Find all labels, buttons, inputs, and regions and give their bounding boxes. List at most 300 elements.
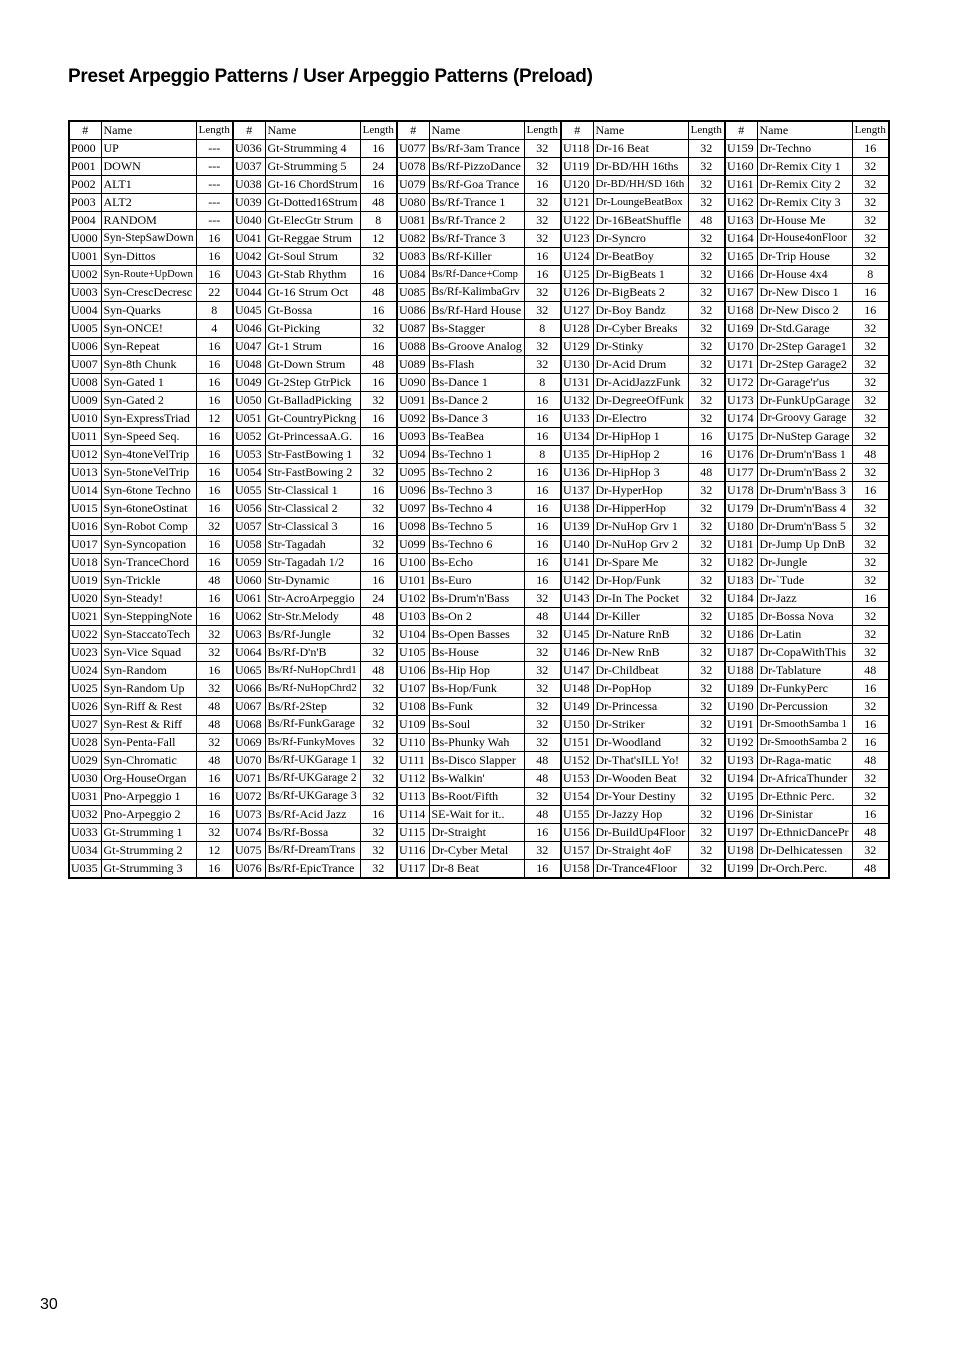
cell-length: 12 <box>360 230 397 248</box>
cell-length: 16 <box>360 266 397 284</box>
cell-number: U128 <box>561 320 593 338</box>
cell-number: U099 <box>397 536 429 554</box>
column-header-length: Length <box>524 121 561 140</box>
cell-name: Dr-AcidJazzFunk <box>593 374 688 392</box>
cell-length: 48 <box>360 194 397 212</box>
cell-length: 32 <box>524 302 561 320</box>
cell-length: 32 <box>688 608 725 626</box>
cell-name: Bs-Techno 6 <box>429 536 524 554</box>
cell-number: U040 <box>233 212 265 230</box>
column-header-number: # <box>725 121 757 140</box>
cell-length: 32 <box>688 716 725 734</box>
cell-name: Bs-On 2 <box>429 608 524 626</box>
cell-length: 32 <box>852 464 889 482</box>
cell-name: Dr-HipperHop <box>593 500 688 518</box>
cell-name: Gt-CountryPickng <box>265 410 360 428</box>
cell-number: U042 <box>233 248 265 266</box>
cell-number: U053 <box>233 446 265 464</box>
cell-number: U078 <box>397 158 429 176</box>
column-header-name: Name <box>429 121 524 140</box>
cell-name: Dr-Nature RnB <box>593 626 688 644</box>
cell-name: Bs-Techno 1 <box>429 446 524 464</box>
cell-number: U052 <box>233 428 265 446</box>
cell-name: Dr-Std.Garage <box>757 320 852 338</box>
cell-number: U125 <box>561 266 593 284</box>
cell-number: U076 <box>233 860 265 879</box>
table-row <box>69 626 889 644</box>
cell-name: Dr-NuHop Grv 2 <box>593 536 688 554</box>
cell-number: U047 <box>233 338 265 356</box>
cell-name: Dr-New Disco 2 <box>757 302 852 320</box>
cell-name: Bs/Rf-D'n'B <box>265 644 360 662</box>
cell-name: Syn-ExpressTriad <box>101 410 196 428</box>
column-header-name: Name <box>593 121 688 140</box>
cell-name: Bs-House <box>429 644 524 662</box>
cell-name: Gt-Down Strum <box>265 356 360 374</box>
cell-length: 4 <box>196 320 233 338</box>
cell-length: 32 <box>196 518 233 536</box>
arpeggio-patterns-table <box>68 120 890 879</box>
cell-name: Dr-8 Beat <box>429 860 524 879</box>
cell-name: RANDOM <box>101 212 196 230</box>
cell-number: U166 <box>725 266 757 284</box>
cell-name: Dr-Drum'n'Bass 3 <box>757 482 852 500</box>
cell-number: U089 <box>397 356 429 374</box>
cell-name: Dr-AfricaThunder <box>757 770 852 788</box>
cell-length: 32 <box>524 140 561 158</box>
cell-number: U185 <box>725 608 757 626</box>
cell-number: U196 <box>725 806 757 824</box>
cell-length: 16 <box>524 464 561 482</box>
cell-length: 32 <box>524 230 561 248</box>
cell-name: Dr-New Disco 1 <box>757 284 852 302</box>
cell-length: 16 <box>688 428 725 446</box>
cell-length: 48 <box>688 464 725 482</box>
cell-length: 24 <box>360 590 397 608</box>
cell-length: 32 <box>360 500 397 518</box>
cell-number: U007 <box>69 356 101 374</box>
cell-length: 32 <box>524 626 561 644</box>
cell-length: 32 <box>852 572 889 590</box>
table-row <box>69 428 889 446</box>
cell-length: 48 <box>360 284 397 302</box>
cell-name: Dr-Remix City 1 <box>757 158 852 176</box>
cell-length: 8 <box>360 212 397 230</box>
cell-name: Bs-Stagger <box>429 320 524 338</box>
cell-name: Dr-Percussion <box>757 698 852 716</box>
cell-number: U041 <box>233 230 265 248</box>
cell-name: Bs-Dance 1 <box>429 374 524 392</box>
cell-number: U005 <box>69 320 101 338</box>
cell-number: U146 <box>561 644 593 662</box>
cell-number: U159 <box>725 140 757 158</box>
cell-number: U111 <box>397 752 429 770</box>
cell-number: U003 <box>69 284 101 302</box>
cell-length: 32 <box>360 248 397 266</box>
cell-name: Bs/Rf-Dance+Comp <box>429 266 524 284</box>
cell-name: Bs/Rf-PizzoDance <box>429 158 524 176</box>
cell-length: 32 <box>360 392 397 410</box>
cell-length: 16 <box>196 428 233 446</box>
cell-number: U012 <box>69 446 101 464</box>
cell-name: Bs/Rf-Trance 3 <box>429 230 524 248</box>
cell-number: P002 <box>69 176 101 194</box>
cell-length: 16 <box>524 572 561 590</box>
cell-number: U160 <box>725 158 757 176</box>
cell-length: 16 <box>360 176 397 194</box>
cell-length: 48 <box>524 608 561 626</box>
cell-length: 32 <box>524 338 561 356</box>
cell-length: 16 <box>852 590 889 608</box>
cell-name: UP <box>101 140 196 158</box>
cell-name: Gt-Strumming 1 <box>101 824 196 842</box>
cell-number: U094 <box>397 446 429 464</box>
cell-length: 16 <box>852 680 889 698</box>
cell-name: Dr-FunkUpGarage <box>757 392 852 410</box>
cell-number: U180 <box>725 518 757 536</box>
cell-name: Dr-HipHop 3 <box>593 464 688 482</box>
table-row <box>69 590 889 608</box>
cell-number: U095 <box>397 464 429 482</box>
cell-name: Dr-FunkyPerc <box>757 680 852 698</box>
cell-name: Bs-TeaBea <box>429 428 524 446</box>
cell-length: 32 <box>688 248 725 266</box>
cell-length: 16 <box>524 248 561 266</box>
cell-name: Dr-Childbeat <box>593 662 688 680</box>
cell-name: Gt-2Step GtrPick <box>265 374 360 392</box>
cell-length: 48 <box>196 716 233 734</box>
cell-length: 16 <box>360 518 397 536</box>
cell-name: ALT2 <box>101 194 196 212</box>
cell-length: 32 <box>688 320 725 338</box>
cell-name: Syn-Repeat <box>101 338 196 356</box>
cell-length: 32 <box>360 788 397 806</box>
cell-name: Dr-SmoothSamba 1 <box>757 716 852 734</box>
table-row <box>69 284 889 302</box>
table-row <box>69 374 889 392</box>
cell-length: 32 <box>688 554 725 572</box>
cell-name: Bs/Rf-EpicTrance <box>265 860 360 879</box>
cell-number: U082 <box>397 230 429 248</box>
cell-name: Bs-Walkin' <box>429 770 524 788</box>
cell-length: 32 <box>360 860 397 879</box>
cell-length: 32 <box>688 734 725 752</box>
cell-name: Dr-BuildUp4Floor <box>593 824 688 842</box>
cell-length: 32 <box>360 320 397 338</box>
cell-name: Str-Classical 3 <box>265 518 360 536</box>
cell-length: 32 <box>852 788 889 806</box>
page-title: Preset Arpeggio Patterns / User Arpeggio Patterns (Preload) <box>68 66 593 87</box>
cell-length: 16 <box>524 554 561 572</box>
cell-length: 8 <box>852 266 889 284</box>
cell-name: Bs-Drum'n'Bass <box>429 590 524 608</box>
cell-number: U090 <box>397 374 429 392</box>
cell-length: 32 <box>688 824 725 842</box>
cell-length: 12 <box>196 842 233 860</box>
cell-number: U121 <box>561 194 593 212</box>
cell-length: 16 <box>196 590 233 608</box>
cell-name: Dr-Garage'r'us <box>757 374 852 392</box>
cell-name: Dr-Straight <box>429 824 524 842</box>
cell-name: Syn-Gated 1 <box>101 374 196 392</box>
cell-name: Dr-Orch.Perc. <box>757 860 852 879</box>
cell-number: U063 <box>233 626 265 644</box>
cell-number: U027 <box>69 716 101 734</box>
cell-length: 48 <box>196 752 233 770</box>
cell-length: 16 <box>852 806 889 824</box>
cell-number: U039 <box>233 194 265 212</box>
cell-number: P003 <box>69 194 101 212</box>
cell-name: Syn-Dittos <box>101 248 196 266</box>
cell-number: U075 <box>233 842 265 860</box>
cell-number: U036 <box>233 140 265 158</box>
cell-number: U107 <box>397 680 429 698</box>
cell-number: U157 <box>561 842 593 860</box>
cell-name: Bs/Rf-KalimbaGrv <box>429 284 524 302</box>
cell-name: Dr-HyperHop <box>593 482 688 500</box>
cell-number: U169 <box>725 320 757 338</box>
cell-number: U020 <box>69 590 101 608</box>
cell-length: 32 <box>360 446 397 464</box>
cell-number: U046 <box>233 320 265 338</box>
cell-number: U110 <box>397 734 429 752</box>
cell-name: Dr-Drum'n'Bass 2 <box>757 464 852 482</box>
cell-length: 32 <box>852 356 889 374</box>
cell-name: Syn-Route+UpDown <box>101 266 196 284</box>
cell-name: Bs-Dance 3 <box>429 410 524 428</box>
cell-number: U120 <box>561 176 593 194</box>
cell-number: U010 <box>69 410 101 428</box>
cell-name: Bs-Hop/Funk <box>429 680 524 698</box>
cell-length: 16 <box>196 266 233 284</box>
cell-name: Bs-Root/Fifth <box>429 788 524 806</box>
cell-number: U114 <box>397 806 429 824</box>
table-row <box>69 698 889 716</box>
cell-name: Pno-Arpeggio 2 <box>101 806 196 824</box>
cell-name: Bs/Rf-2Step <box>265 698 360 716</box>
cell-length: 16 <box>524 518 561 536</box>
cell-number: U127 <box>561 302 593 320</box>
cell-name: Dr-`Tude <box>757 572 852 590</box>
cell-number: U122 <box>561 212 593 230</box>
cell-name: Syn-Steady! <box>101 590 196 608</box>
cell-number: U176 <box>725 446 757 464</box>
cell-number: U144 <box>561 608 593 626</box>
cell-length: 16 <box>196 464 233 482</box>
cell-name: Bs/Rf-UKGarage 2 <box>265 770 360 788</box>
cell-name: Dr-Jungle <box>757 554 852 572</box>
column-header-length: Length <box>360 121 397 140</box>
cell-number: P000 <box>69 140 101 158</box>
cell-name: Dr-Hop/Funk <box>593 572 688 590</box>
cell-length: 32 <box>524 842 561 860</box>
cell-length: 32 <box>360 626 397 644</box>
cell-number: U171 <box>725 356 757 374</box>
cell-length: 32 <box>688 374 725 392</box>
cell-length: 32 <box>688 194 725 212</box>
cell-name: Gt-Strumming 3 <box>101 860 196 879</box>
cell-name: Dr-Delhicatessen <box>757 842 852 860</box>
cell-length: 16 <box>196 482 233 500</box>
cell-length: 16 <box>360 482 397 500</box>
cell-number: U022 <box>69 626 101 644</box>
cell-name: Syn-4toneVelTrip <box>101 446 196 464</box>
cell-name: Dr-Ethnic Perc. <box>757 788 852 806</box>
table-row <box>69 212 889 230</box>
cell-number: U113 <box>397 788 429 806</box>
cell-length: 32 <box>688 392 725 410</box>
cell-name: Syn-Trickle <box>101 572 196 590</box>
cell-length: 32 <box>852 212 889 230</box>
cell-length: 16 <box>852 734 889 752</box>
table-row <box>69 140 889 158</box>
cell-length: 32 <box>852 698 889 716</box>
cell-length: 32 <box>360 734 397 752</box>
cell-length: 16 <box>196 446 233 464</box>
cell-name: Str-Str.Melody <box>265 608 360 626</box>
column-header-number: # <box>397 121 429 140</box>
cell-number: U137 <box>561 482 593 500</box>
cell-number: U091 <box>397 392 429 410</box>
cell-length: 16 <box>360 572 397 590</box>
cell-name: Dr-Techno <box>757 140 852 158</box>
cell-number: U068 <box>233 716 265 734</box>
cell-number: U191 <box>725 716 757 734</box>
table-row <box>69 734 889 752</box>
cell-length: 16 <box>196 788 233 806</box>
table-row <box>69 392 889 410</box>
cell-name: ALT1 <box>101 176 196 194</box>
cell-name: Dr-Sinistar <box>757 806 852 824</box>
table-row <box>69 644 889 662</box>
cell-number: U139 <box>561 518 593 536</box>
cell-number: U066 <box>233 680 265 698</box>
cell-name: Bs/Rf-NuHopChrd2 <box>265 680 360 698</box>
cell-number: U123 <box>561 230 593 248</box>
cell-number: U087 <box>397 320 429 338</box>
cell-length: 32 <box>852 518 889 536</box>
cell-length: 32 <box>688 572 725 590</box>
cell-number: U069 <box>233 734 265 752</box>
cell-length: 16 <box>360 302 397 320</box>
cell-name: Bs-Techno 3 <box>429 482 524 500</box>
cell-length: 16 <box>524 410 561 428</box>
cell-name: Syn-Gated 2 <box>101 392 196 410</box>
cell-name: Bs/Rf-NuHopChrd1 <box>265 662 360 680</box>
cell-length: 32 <box>852 554 889 572</box>
cell-number: U161 <box>725 176 757 194</box>
cell-name: Syn-Syncopation <box>101 536 196 554</box>
table-row <box>69 518 889 536</box>
table-row <box>69 338 889 356</box>
cell-number: U009 <box>69 392 101 410</box>
cell-name: Dr-Acid Drum <box>593 356 688 374</box>
cell-name: Dr-2Step Garage1 <box>757 338 852 356</box>
cell-name: Syn-Robot Comp <box>101 518 196 536</box>
cell-number: U088 <box>397 338 429 356</box>
cell-length: 32 <box>852 500 889 518</box>
table-row <box>69 248 889 266</box>
cell-length: 16 <box>196 338 233 356</box>
cell-name: Str-AcroArpeggio <box>265 590 360 608</box>
cell-number: U033 <box>69 824 101 842</box>
cell-number: U043 <box>233 266 265 284</box>
cell-length: 32 <box>524 590 561 608</box>
cell-length: 32 <box>688 266 725 284</box>
cell-name: Bs-Euro <box>429 572 524 590</box>
cell-name: Gt-Stab Rhythm <box>265 266 360 284</box>
cell-name: Dr-Jazz <box>757 590 852 608</box>
cell-length: 8 <box>524 446 561 464</box>
cell-length: 32 <box>360 716 397 734</box>
cell-length: 32 <box>360 464 397 482</box>
cell-number: U073 <box>233 806 265 824</box>
cell-length: 16 <box>196 230 233 248</box>
cell-name: Dr-Striker <box>593 716 688 734</box>
cell-length: 32 <box>852 410 889 428</box>
cell-name: Dr-16 Beat <box>593 140 688 158</box>
cell-length: --- <box>196 140 233 158</box>
cell-number: U006 <box>69 338 101 356</box>
cell-length: 32 <box>688 770 725 788</box>
cell-number: U083 <box>397 248 429 266</box>
cell-name: Dr-2Step Garage2 <box>757 356 852 374</box>
table-row <box>69 716 889 734</box>
cell-number: U021 <box>69 608 101 626</box>
table-row <box>69 482 889 500</box>
cell-name: Dr-Drum'n'Bass 4 <box>757 500 852 518</box>
cell-number: U085 <box>397 284 429 302</box>
cell-length: 32 <box>196 626 233 644</box>
cell-length: 16 <box>524 536 561 554</box>
cell-length: 16 <box>524 176 561 194</box>
table-row <box>69 158 889 176</box>
cell-name: Dr-Woodland <box>593 734 688 752</box>
cell-length: 16 <box>360 410 397 428</box>
cell-name: Gt-Bossa <box>265 302 360 320</box>
cell-name: Dr-BigBeats 2 <box>593 284 688 302</box>
cell-number: U103 <box>397 608 429 626</box>
cell-length: 16 <box>524 392 561 410</box>
cell-length: 48 <box>524 806 561 824</box>
cell-number: U158 <box>561 860 593 879</box>
cell-number: U140 <box>561 536 593 554</box>
cell-number: U004 <box>69 302 101 320</box>
cell-name: Str-FastBowing 1 <box>265 446 360 464</box>
cell-length: 16 <box>196 392 233 410</box>
cell-length: 32 <box>688 230 725 248</box>
cell-number: U195 <box>725 788 757 806</box>
column-header-number: # <box>233 121 265 140</box>
cell-length: 32 <box>360 824 397 842</box>
cell-length: 32 <box>524 194 561 212</box>
cell-number: U131 <box>561 374 593 392</box>
column-header-number: # <box>561 121 593 140</box>
cell-length: 16 <box>196 770 233 788</box>
cell-name: Bs/Rf-Bossa <box>265 824 360 842</box>
cell-name: Dr-House 4x4 <box>757 266 852 284</box>
cell-length: 16 <box>688 446 725 464</box>
cell-length: 32 <box>852 536 889 554</box>
cell-number: U035 <box>69 860 101 879</box>
cell-name: Syn-Chromatic <box>101 752 196 770</box>
cell-number: U064 <box>233 644 265 662</box>
cell-number: U135 <box>561 446 593 464</box>
cell-name: Dr-Your Destiny <box>593 788 688 806</box>
cell-name: Dr-Princessa <box>593 698 688 716</box>
cell-name: Dr-Electro <box>593 410 688 428</box>
cell-length: 48 <box>524 770 561 788</box>
